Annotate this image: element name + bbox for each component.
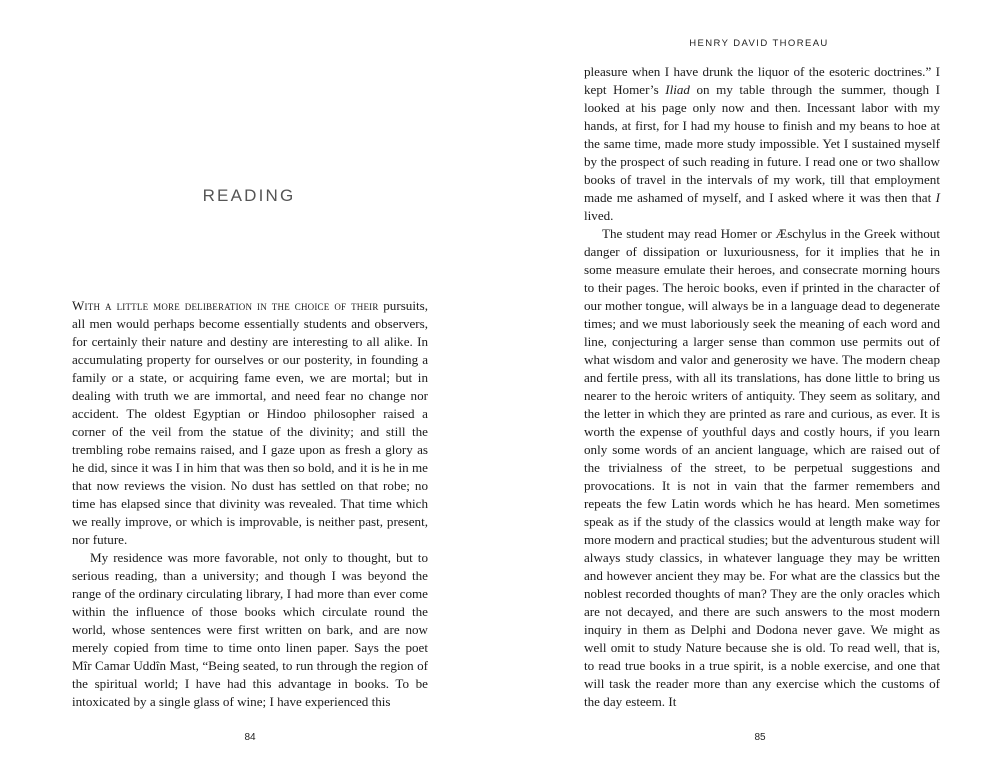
italic-title: Iliad [665, 82, 690, 97]
chapter-title: READING [202, 186, 296, 205]
paragraph [72, 297, 428, 549]
right-body-text [584, 63, 940, 711]
running-header: HENRY DAVID THOREAU [689, 38, 829, 49]
paragraph: The student may read Homer or Æschylus in the Greek without danger of dissipation or luxuriousness, for it implies that he in some measure emulate their heroes, and consecrate morning hours to their pages. The heroic books, even if printed in the character of our mother tongue, will always be in a language dead to degenerate times; and we must laboriously seek the meaning of each word and line, conjecturing a larger sense than common use permits out of what wisdom and valor and generosity we have. The modern cheap and fertile press, with all its translations, has done little to bring us nearer to the heroic writers of antiquity. They seem as solitary, and the letter in which they are printed as rare and curious, as ever. It is worth the expense of youthful days and costly hours, if you learn only some words of an ancient language, which are raised out of the trivialness of the street, to be perpetual suggestions and provocations. It is not in vain that the farmer remembers and repeats the few Latin words which he has heard. Men sometimes speak as if the study of the classics would at length make way for more modern and practical studies; but the adventurous student will always study classics, in whatever language they may be written and however ancient they may be. For what are the classics but the noblest recorded thoughts of man? They are the only oracles which are not decayed, and there are such answers to the most modern inquiry in them as Delphi and Dodona never gave. We might as well omit to study Nature because she is old. To read well, that is, to read true books in a true spirit, is a noble exercise, and one that will task the reader more than any exercise which the customs of the day esteem. It [584, 226, 940, 709]
left-body-text [72, 297, 428, 711]
paragraph: My residence was more favorable, not only to thought, but to serious reading, than a university; and though I was beyond the range of the ordinary circulating library, I had more than ever come within the influence of those books which circulate round the world, whose sentences were first written on bark, and are now merely copied from time to time onto linen paper. Says the poet Mîr Camar Uddîn Mast, “Being seated, to run through the region of the spiritual world; I have had this advantage in books. To be intoxicated by a single glass of wine; I have experienced this [72, 550, 428, 709]
paragraph-text: pursuits, all men would perhaps become essentially students and observers, for certainly their nature and destiny are interesting to all alike. In accumulating property for ourselves or our posterity, in founding a family or a state, or acquiring fame even, we are mortal; but in dealing with truth we are immortal, and need fear no change nor accident. The oldest Egyptian or Hindoo philosopher raised a corner of the veil from the statue of the divinity; and still the trembling robe remains raised, and I gaze upon as fresh a glory as he did, since it was I in him that was then so bold, and it is he in me that now reviews the vision. No dust has settled on that robe; no time has elapsed since that divinity was revealed. That time which we really improve, or which is improvable, is neither past, present, nor future. [72, 298, 428, 547]
paragraph-text: lived. [584, 208, 614, 223]
page-number: 84 [244, 732, 256, 743]
right-page [504, 0, 1008, 768]
italic-word: I [935, 190, 940, 205]
page-number: 85 [754, 732, 766, 743]
paragraph-text: pleasure when I have drunk the liquor of the esoteric doctrines.” I kept Homer’s [584, 64, 940, 97]
paragraph [584, 63, 940, 225]
paragraph-text: on my table through the summer, though I looked at his page only now and then. Incessant labor with my hands, at first, for I had my house to finish and my beans to hoe at the same time, made more study impossible. Yet I sustained myself by the prospect of such reading in future. I read one or two shallow books of travel in the intervals of my work, till that employment made me ashamed of myself, and I asked where it was then that [584, 82, 940, 205]
opening-small-caps: With a little more deliberation in the choice of their [72, 298, 379, 313]
